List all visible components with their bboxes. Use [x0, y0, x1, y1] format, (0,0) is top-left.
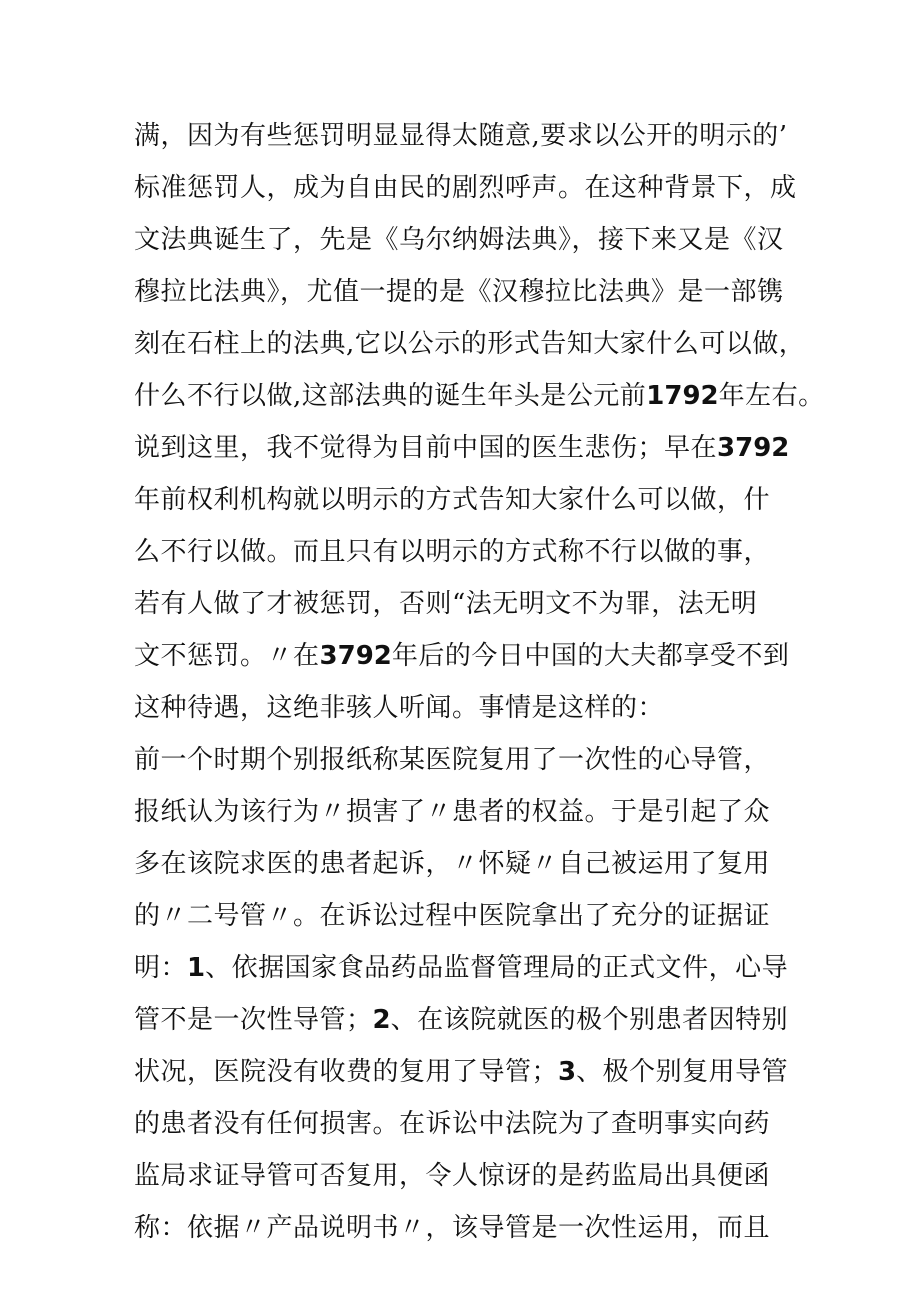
text-line [134, 370, 825, 422]
text-line [134, 1098, 814, 1150]
text-line [134, 630, 814, 682]
text-segment: 文法典诞生了，先是《乌尔纳姆法典》，接下来又是《汉 [134, 225, 784, 255]
text-line [134, 994, 814, 1046]
text-segment: 管不是一次性导管； [134, 1005, 373, 1035]
text-line [134, 942, 814, 994]
text-line [134, 214, 814, 266]
number-text: 1792 [646, 381, 719, 411]
text-segment: 、在该院就医的极个别患者因特别 [390, 1005, 789, 1035]
text-segment: 的〃二号管〃。在诉讼过程中医院拿出了充分的证据证 [134, 901, 771, 931]
body-text [134, 110, 825, 1254]
text-segment: 前一个时期个别报纸称某医院复用了一次性的心导管， [134, 745, 771, 775]
text-segment: 文不惩罚。〃在 [134, 641, 320, 671]
text-segment: 说到这里，我不觉得为目前中国的医生悲伤；早在 [134, 433, 718, 463]
text-segment: 、极个别复用导管 [576, 1057, 789, 1087]
text-segment: 年前权利机构就以明示的方式告知大家什么可以做，什 [134, 485, 771, 515]
text-line [134, 318, 814, 370]
text-segment: 状况，医院没有收费的复用了导管； [134, 1057, 559, 1087]
text-line [134, 682, 814, 734]
text-line [134, 734, 814, 786]
text-segment: 明： [134, 953, 188, 983]
text-line [134, 162, 814, 214]
text-line [134, 786, 814, 838]
text-line [134, 1202, 814, 1254]
text-segment: 刻在石柱上的法典,它以公示的形式告知大家什么可以做， [134, 329, 806, 359]
text-segment: 监局求证导管可否复用，令人惊讶的是药监局出具便函 [134, 1161, 771, 1191]
text-line [134, 474, 814, 526]
text-line [134, 1046, 814, 1098]
text-segment: 满，因为有些惩罚明显显得太随意,要求以公开的明示的’ [134, 121, 788, 151]
text-segment: 报纸认为该行为〃损害了〃患者的权益。于是引起了众 [134, 797, 771, 827]
text-line [134, 526, 814, 578]
text-segment: 年左右。 [718, 381, 825, 411]
text-line [134, 838, 814, 890]
text-segment: 么不行以做。而且只有以明示的方式称不行以做的事， [134, 537, 771, 567]
number-text: 3792 [717, 433, 790, 463]
text-segment: 称：依据〃产品说明书〃，该导管是一次性运用，而且 [134, 1213, 771, 1243]
text-line [134, 266, 814, 318]
text-segment: 多在该院求医的患者起诉，〃怀疑〃自己被运用了复用 [134, 849, 771, 879]
text-segment: 这种待遇，这绝非骇人听闻。事情是这样的： [134, 693, 665, 723]
number-text: 3792 [319, 641, 392, 671]
text-segment: 的患者没有任何损害。在诉讼中法院为了查明事实向药 [134, 1109, 771, 1139]
text-line [134, 890, 814, 942]
text-line [134, 578, 814, 630]
text-segment: 标准惩罚人，成为自由民的剧烈呼声。在这种背景下，成 [134, 173, 797, 203]
number-text: 2 [372, 1005, 391, 1035]
text-segment: 穆拉比法典》，尤值一提的是《汉穆拉比法典》是一部镌 [134, 277, 784, 307]
text-segment: 年后的今日中国的大夫都享受不到 [391, 641, 790, 671]
text-line [134, 422, 814, 474]
text-segment: 、依据国家食品药品监督管理局的正式文件，心导 [205, 953, 789, 983]
number-text: 3 [558, 1057, 577, 1087]
text-line [134, 1150, 814, 1202]
text-line [134, 110, 814, 162]
number-text: 1 [187, 953, 206, 983]
text-segment: 什么不行以做,这部法典的诞生年头是公元前 [134, 381, 647, 411]
text-segment: 若有人做了才被惩罚，否则“法无明文不为罪，法无明 [134, 589, 758, 619]
